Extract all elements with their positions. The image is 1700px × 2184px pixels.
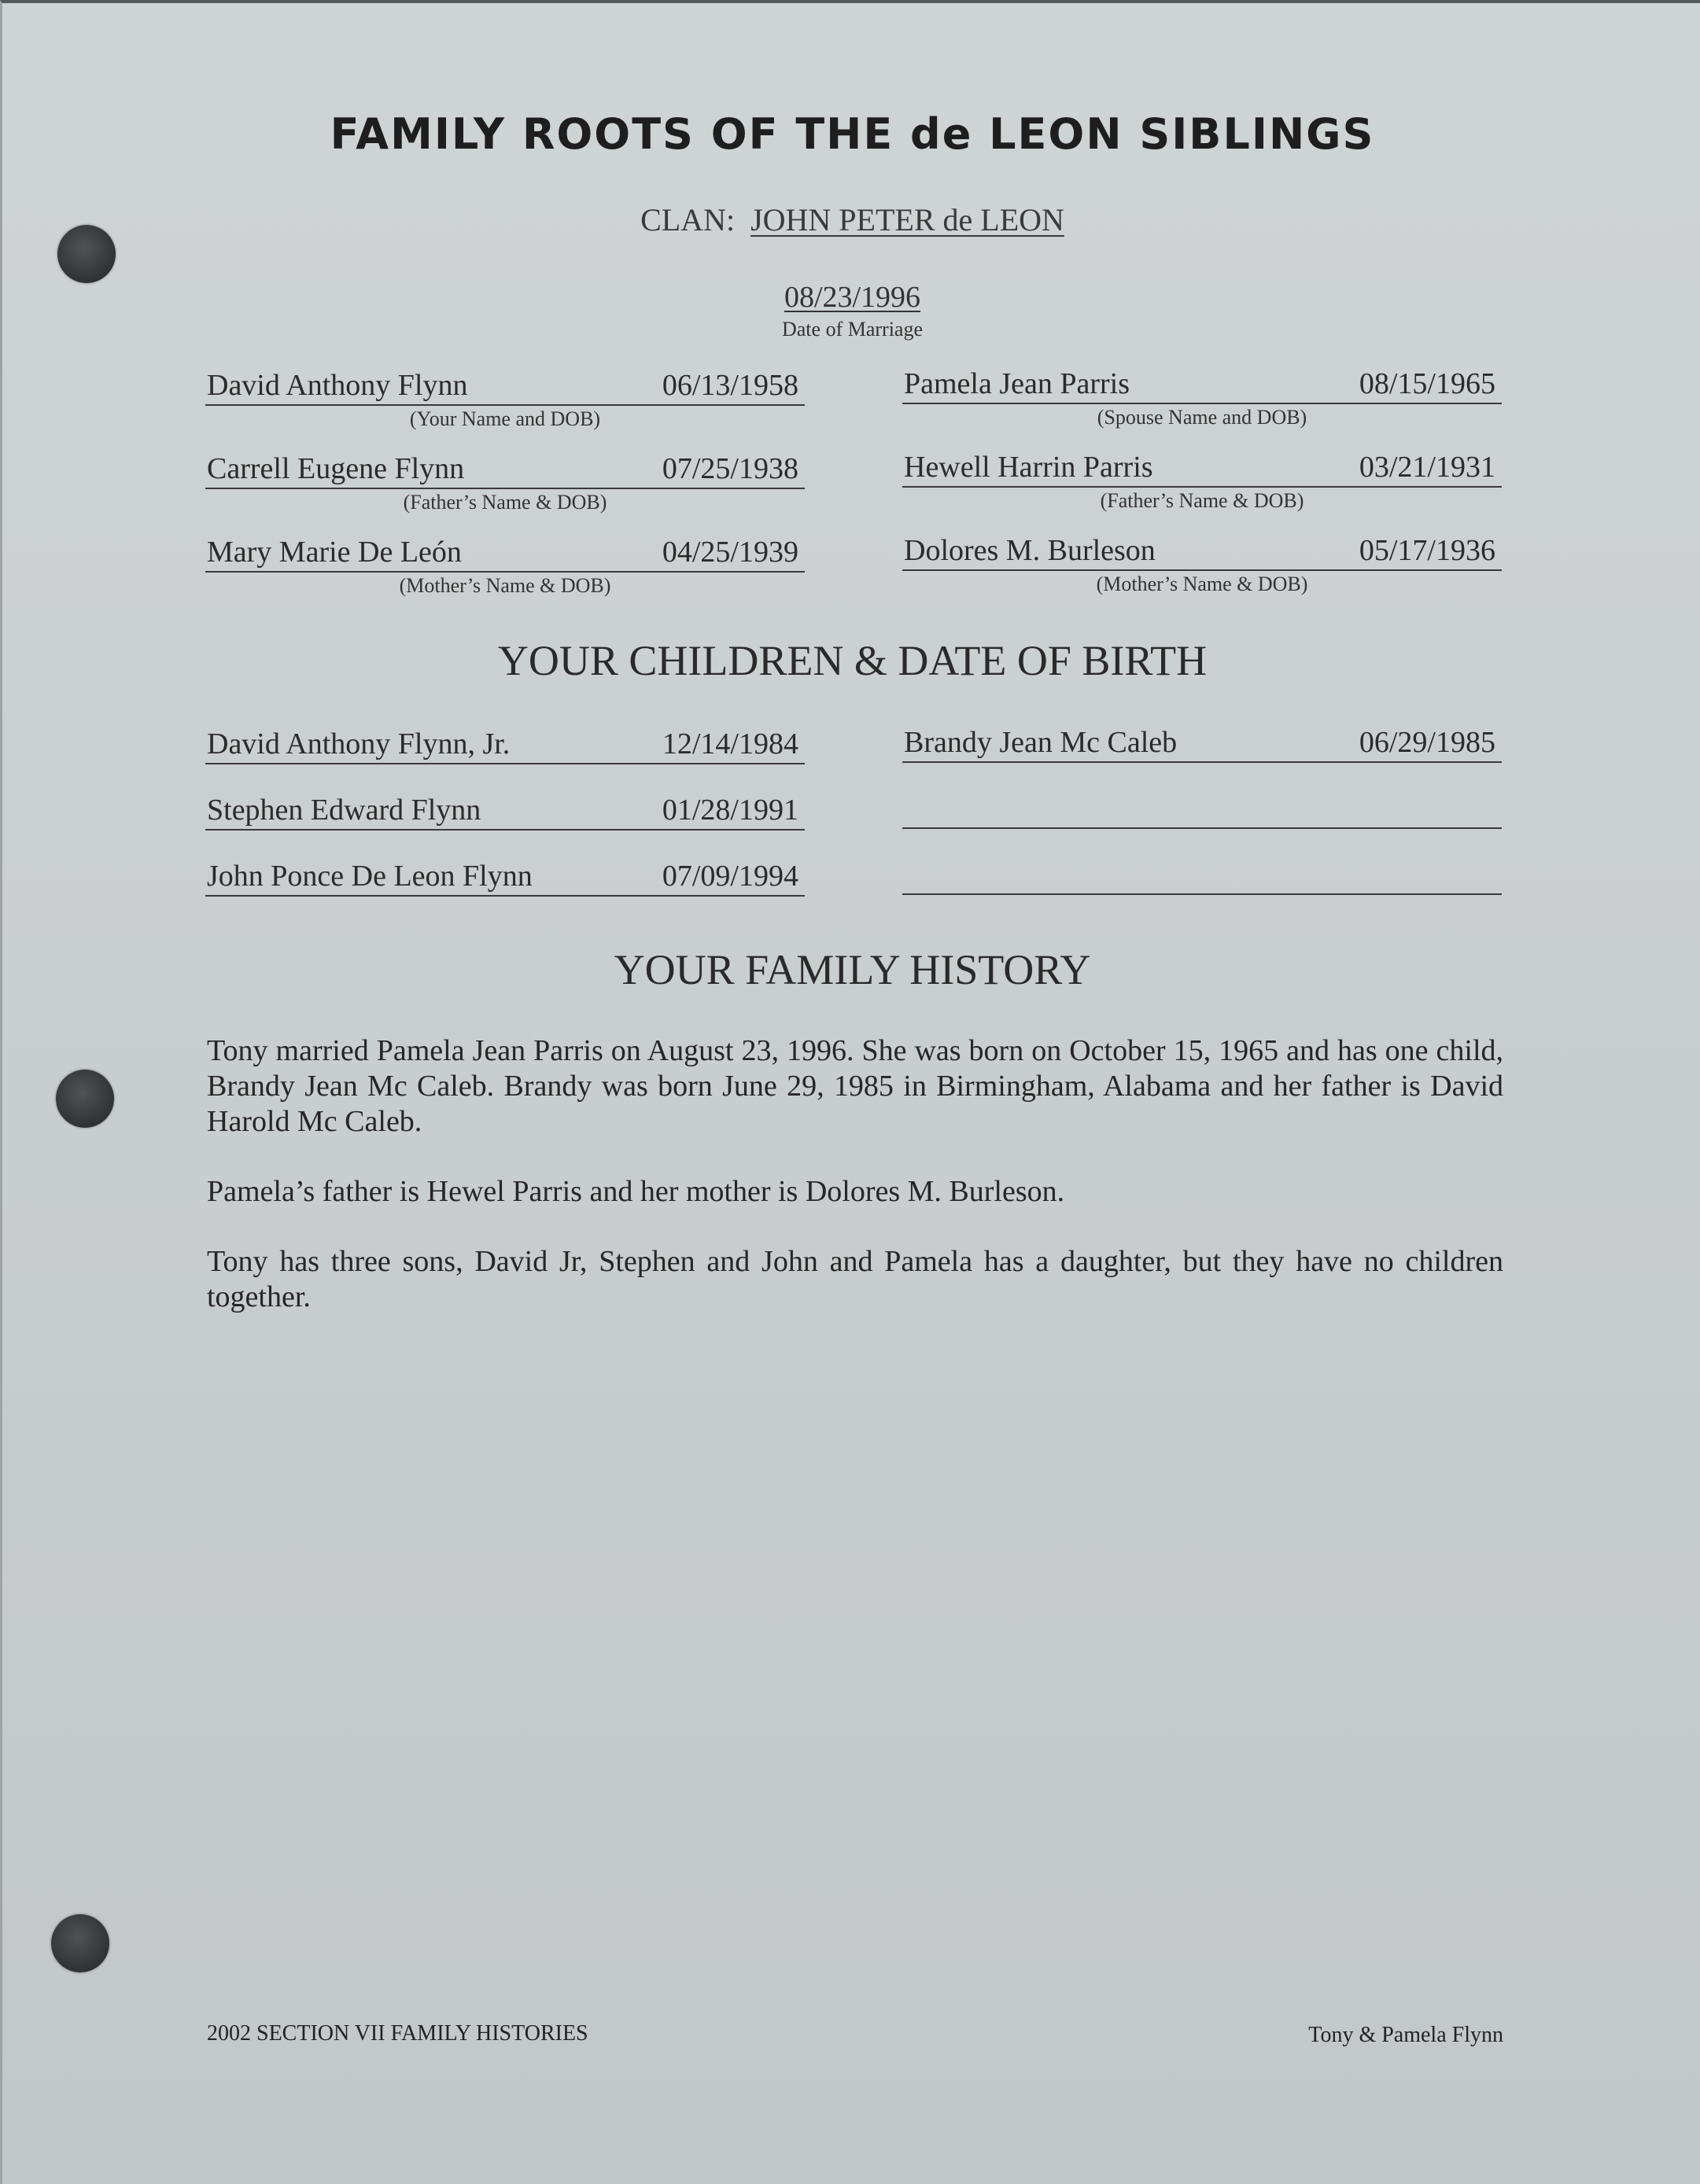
history-paragraph: Pamela’s father is Hewel Parris and her mother is Dolores M. Burleson.	[207, 1175, 1065, 1208]
page-title: FAMILY ROOTS OF THE de LEON SIBLINGS	[330, 109, 1375, 159]
clan-line	[2, 201, 1700, 238]
clan-value: JOHN PETER de LEON	[750, 202, 1064, 238]
field-name: David Anthony Flynn	[207, 369, 468, 402]
child-name: David Anthony Flynn, Jr.	[207, 727, 511, 761]
clan-label: CLAN:	[640, 202, 736, 238]
field-name: Hewell Harrin Parris	[904, 451, 1153, 484]
binder-hole-middle	[56, 1070, 114, 1128]
child-field-blank	[902, 791, 1502, 829]
child-field-blank	[902, 857, 1502, 895]
marriage-date-caption: Date of Marriage	[781, 318, 924, 341]
child-date: 07/09/1994	[662, 860, 798, 893]
field-caption: (Spouse Name and DOB)	[1097, 406, 1307, 429]
field-date: 06/13/1958	[662, 369, 798, 402]
children-heading: YOUR CHILDREN & DATE OF BIRTH	[497, 637, 1208, 684]
your-name-field	[205, 368, 805, 431]
binder-hole-bottom	[51, 1914, 109, 1972]
child-field	[205, 793, 805, 831]
child-field	[205, 859, 805, 897]
field-date: 08/15/1965	[1359, 367, 1495, 400]
field-name: Dolores M. Burleson	[904, 534, 1156, 567]
footer-family-name: Tony & Pamela Flynn	[1308, 2023, 1503, 2047]
child-date: 01/28/1991	[662, 794, 798, 827]
spouse-father-name-field	[902, 450, 1502, 513]
spouse-mother-name-field	[902, 533, 1502, 596]
field-date: 03/21/1931	[1359, 451, 1495, 484]
field-caption: (Father’s Name & DOB)	[403, 491, 607, 514]
child-date: 12/14/1984	[662, 727, 798, 761]
mother-name-field	[205, 535, 805, 598]
footer-section-label: 2002 SECTION VII FAMILY HISTORIES	[207, 2021, 588, 2046]
marriage-date: 08/23/1996	[784, 281, 921, 314]
child-field	[902, 725, 1502, 763]
child-field	[205, 727, 805, 764]
history-paragraph: Tony married Pamela Jean Parris on August 23, 1996. She was born on October 15, 1965 and has one child, Brandy Jean Mc Caleb. Brandy was born June 29, 1985 in Birmingham, Alabama and her father is David Harold Mc Caleb.	[207, 1034, 1503, 1138]
field-name: Pamela Jean Parris	[904, 367, 1130, 400]
field-date: 07/25/1938	[662, 452, 798, 485]
field-name: Carrell Eugene Flynn	[207, 452, 465, 485]
field-caption: (Mother’s Name & DOB)	[1096, 573, 1308, 595]
field-date: 04/25/1939	[662, 536, 798, 569]
spouse-name-field	[902, 366, 1502, 429]
field-caption: (Father’s Name & DOB)	[1100, 489, 1304, 512]
field-caption: (Mother’s Name & DOB)	[399, 574, 611, 597]
marriage-date-block	[2, 280, 1700, 341]
child-name: Brandy Jean Mc Caleb	[904, 726, 1178, 759]
child-name: John Ponce De Leon Flynn	[207, 860, 533, 893]
field-caption: (Your Name and DOB)	[409, 407, 601, 430]
child-date: 06/29/1985	[1359, 726, 1495, 759]
field-name: Mary Marie De León	[207, 536, 462, 569]
father-name-field	[205, 451, 805, 514]
child-name: Stephen Edward Flynn	[207, 794, 481, 827]
history-heading: YOUR FAMILY HISTORY	[614, 946, 1091, 993]
history-paragraph: Tony has three sons, David Jr, Stephen and John and Pamela has a daughter, but they have no children together.	[207, 1245, 1503, 1313]
field-date: 05/17/1936	[1359, 534, 1495, 567]
family-history-text	[207, 1033, 1503, 1350]
